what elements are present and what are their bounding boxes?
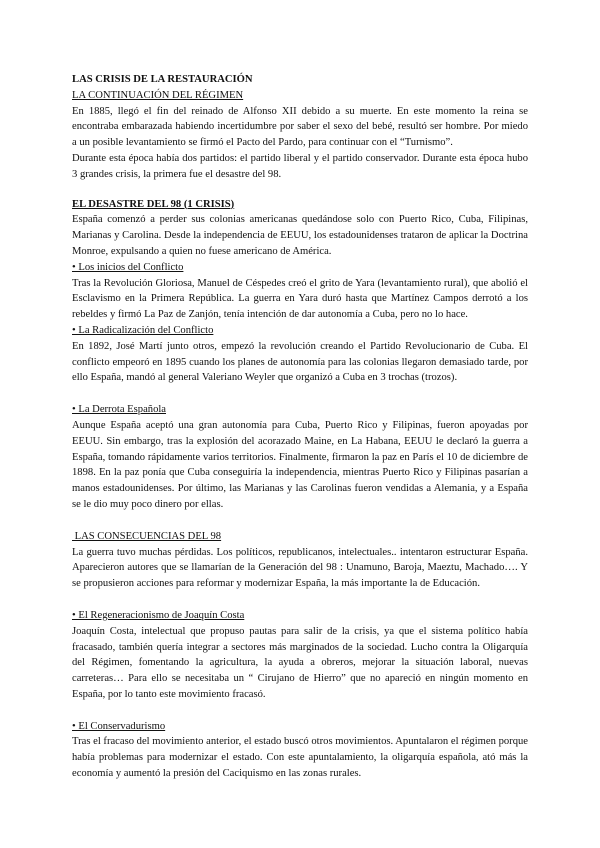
subheading-inicios: • Los inicios del Conflicto [72, 261, 184, 273]
paragraph-conservadurismo: Tras el fracaso del movimiento anterior, el estado buscó otros movimientos. Apuntalaron el régimen porque había problemas para modernizar el estado. Con este apuntalamiento, la oligarquía española, ató más la economía y aumentó la presión del Caciquismo en las zonas rurales. [72, 736, 528, 780]
intro-paragraph-1: En 1885, llegó el fin del reinado de Alfonso XII debido a su muerte. En este momento la reina se encontraba embarazada habiendo incertidumbre por saber el sexo del bebé, resultó ser hombre. Por miedo a un posible levantamiento se firmó el Pacto del Pardo, para continuar con el “Turnismo”. [72, 105, 528, 149]
section-heading-consecuencias: LAS CONSECUENCIAS DEL 98 [72, 530, 222, 542]
subheading-regeneracionismo: • El Regeneracionismo de Joaquín Costa [72, 609, 245, 621]
section-paragraph-desastre: España comenzó a perder sus colonias americanas quedándose solo con Puerto Rico, Cuba, Filipinas, Marianas y Carolina. Desde la independencia de EEUU, los estadounidenses trataron de aplicar la Doctrina Monroe, expulsando a quien no fuese americano de América. [72, 214, 528, 257]
paragraph-regeneracionismo: Joaquín Costa, intelectual que propuso pautas para salir de la crisis, ya que el sistema político había fracasado, también quería integrar a sectores más marginados de la sociedad. Lucho contra la Oligarquía del Régimen, fomentando la agricultura, la ayuda a obreros, mejorar la situación laboral, nuevas carreteras… Para ello se necesitaba un “ Cirujano de Hierro” que no apareció en ningún momento en España, por lo tanto este movimiento fracasó. [72, 625, 528, 700]
paragraph-derrota: Aunque España aceptó una gran autonomía para Cuba, Puerto Rico y Filipinas, fueron apoyadas por EEUU. Sin embargo, tras la explosión del acorazado Maine, en La Habana, EEUU le declaró la guerra a España, tomando rápidamente varios territorios. Finalmente, firmaron la paz en París el 10 de diciembre de 1898. En la paz ponía que Cuba conseguiría la independencia, mientras Puerto Rico y Filipinas pasarían a manos estadounidenses. Por último, las Marianas y las Carolinas fueron vendidas a Alemania, y a España se le dio muy poco dinero por ellas. [72, 419, 528, 510]
section-heading-desastre: EL DESASTRE DEL 98 (1 CRISIS) [72, 198, 235, 210]
document-subtitle: LA CONTINUACIÓN DEL RÉGIMEN [72, 89, 244, 101]
document-page [72, 72, 528, 782]
subheading-derrota: • La Derrota Española [72, 404, 167, 416]
document-title: LAS CRISIS DE LA RESTAURACIÓN [72, 74, 253, 85]
subheading-conservadurismo: • El Conservadurismo [72, 720, 166, 732]
intro-paragraph-2: Durante esta época había dos partidos: el partido liberal y el partido conservador. Durante esta época hubo 3 grandes crisis, la primera fue el desastre del 98. [72, 152, 528, 180]
paragraph-radicalizacion: En 1892, José Martí junto otros, empezó la revolución creando el Partido Revolucionario de Cuba. El conflicto empeoró en 1895 cuando los planes de autonomía para las colonias llegaron demasiado tarde, por ello España, mandó al general Valeriano Weyler que organizó a Cuba en 3 trochas (trozos). [72, 340, 528, 384]
paragraph-inicios: Tras la Revolución Gloriosa, Manuel de Céspedes creó el grito de Yara (levantamiento rural), que abolió el Esclavismo en la Primera República. La guerra en Yara duró hasta que Martínez Campos derrotó a los rebeldes y firmó La Paz de Zanjón, tenía intención de dar autonomía a Cuba, pero no lo hace. [72, 277, 528, 321]
subheading-radicalizacion: • La Radicalización del Conflicto [72, 324, 214, 336]
paragraph-consecuencias: La guerra tuvo muchas pérdidas. Los políticos, republicanos, intelectuales.. intentaron estructurar España. Aparecieron autores que se llamarían de la Generación del 98 : Unamuno, Baroja, Maeztu, Machado…. Y se propusieron acciones para reformar y modernizar España, la más importante la de Educación. [72, 546, 528, 590]
